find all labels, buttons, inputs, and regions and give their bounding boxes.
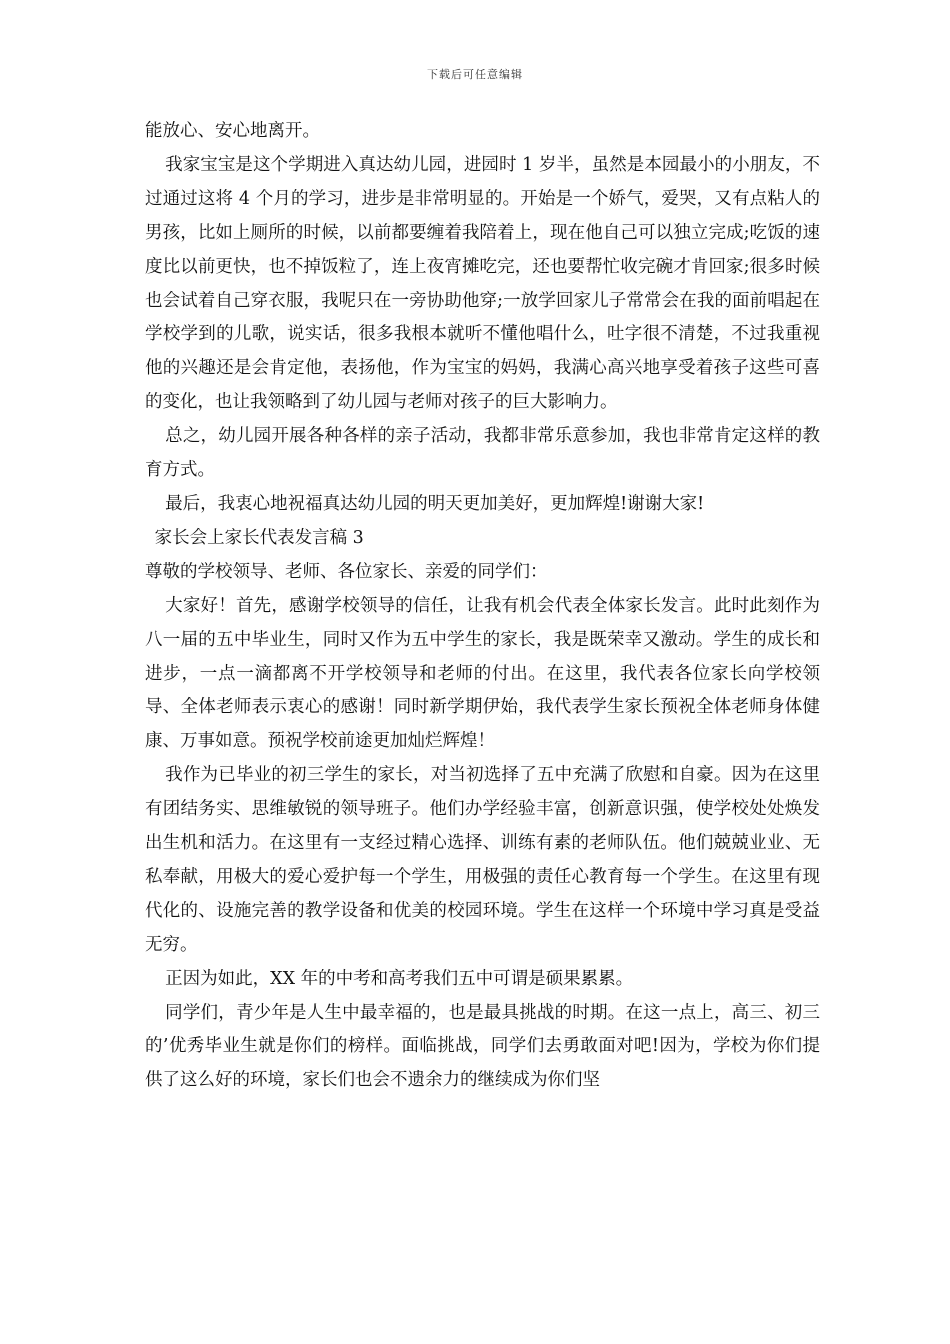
paragraph-summary: 总之，幼儿园开展各种各样的亲子活动，我都非常乐意参加，我也非常肯定这样的教育方式。	[145, 426, 820, 481]
paragraph-school-praise: 我作为已毕业的初三学生的家长，对当初选择了五中充满了欣慰和自豪。因为在这里有团结务实、思维敏锐的领导班子。他们办学经验丰富，创新意识强，使学校处处焕发出生机和活力。在这里有一支经过精心选择、训练有素的老师队伍。他们兢兢业业、无私奉献，用极大的爱心爱护每一个学生，用极强的责任心教育每一个学生。在这里有现代化的、设施完善的教学设备和优美的校园环境。学生在这样一个环境中学习真是受益无穷。	[145, 765, 820, 955]
paragraph-greeting: 大家好！首先，感谢学校领导的信任，让我有机会代表全体家长发言。此时此刻作为八一届的五中毕业生，同时又作为五中学生的家长，我是既荣幸又激动。学生的成长和进步，一点一滴都离不开学校领导和老师的付出。在这里，我代表各位家长向学校领导、全体老师表示衷心的感谢！同时新学期伊始，我代表学生家长预祝全体老师身体健康、万事如意。预祝学校前途更加灿烂辉煌！	[145, 595, 820, 752]
document-body	[145, 115, 820, 1098]
paragraph-students: 同学们，青少年是人生中最幸福的，也是最具挑战的时期。在这一点上，高三、初三的’优秀毕业生就是你们的榜样。面临挑战，同学们去勇敢面对吧!因为，学校为你们提供了这么好的环境，家长们也会不遗余力的继续成为你们坚	[145, 1002, 820, 1091]
section-title: 家长会上家长代表发言稿 3	[154, 527, 364, 548]
paragraph-results: 正因为如此，XX 年的中考和高考我们五中可谓是硕果累累。	[165, 968, 634, 989]
page-header: 下载后可任意编辑	[427, 68, 523, 81]
paragraph-baby-progress: 我家宝宝是这个学期进入真达幼儿园，进园时 1 岁半，虽然是本园最小的小朋友，不过通过这将 4 个月的学习，进步是非常明显的。开始是一个娇气，爱哭，又有点粘人的男孩，比如上厕所的时候，以前都要缠着我陪着上，现在他自己可以独立完成;吃饭的速度比以前更快，也不掉饭粒了，连上夜宵摊吃完，还也要帮忙收完碗才肯回家;很多时候也会试着自己穿衣服，我呢只在一旁协助他穿;一放学回家儿子常常会在我的面前唱起在学校学到的儿歌，说实话，很多我根本就听不懂他唱什么，吐字很不清楚，不过我重视他的兴趣还是会肯定他，表扬他，作为宝宝的妈妈，我满心高兴地享受着孩子这些可喜的变化，也让我领略到了幼儿园与老师对孩子的巨大影响力。	[145, 154, 820, 413]
paragraph-closing: 最后，我衷心地祝福真达幼儿园的明天更加美好，更加辉煌!谢谢大家!	[165, 493, 705, 514]
paragraph-continuation: 能放心、安心地离开。	[145, 121, 320, 141]
salutation: 尊敬的学校领导、老师、各位家长、亲爱的同学们：	[145, 561, 548, 582]
